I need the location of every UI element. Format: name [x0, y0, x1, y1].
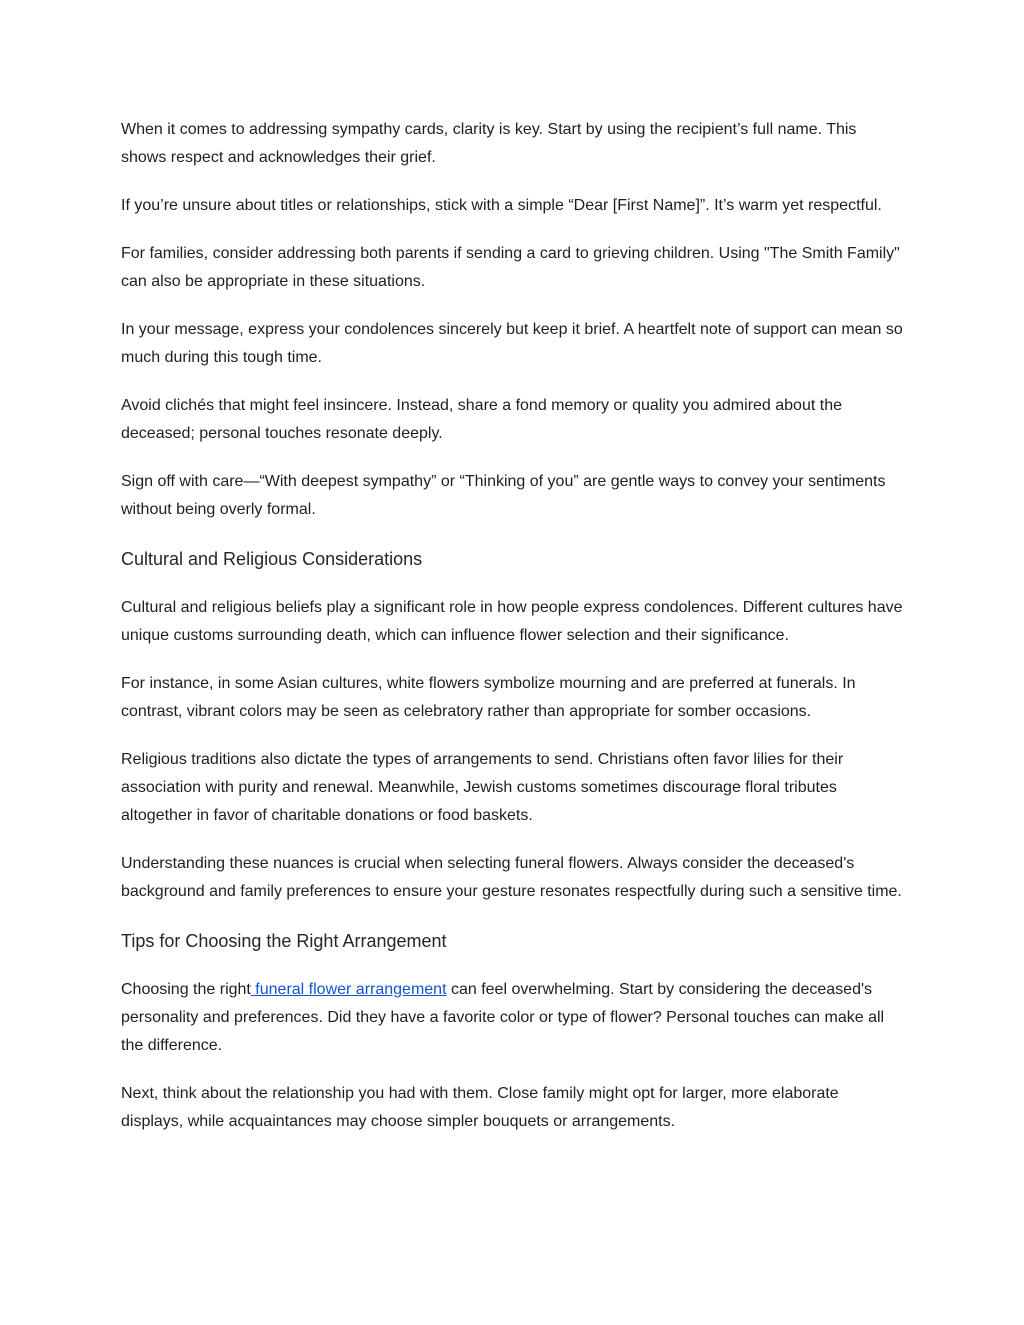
paragraph-message: In your message, express your condolences sincerely but keep it brief. A heartfelt note of support can mean so much during this tough time. — [121, 321, 903, 366]
heading-tips-arrangement: Tips for Choosing the Right Arrangement — [121, 931, 447, 951]
paragraph-families: For families, consider addressing both parents if sending a card to grieving children. Using "The Smith Family" can also be appropriate in these situations. — [121, 245, 900, 290]
funeral-flower-arrangement-link[interactable]: funeral flower arrangement — [250, 981, 447, 998]
paragraph-relationship: Next, think about the relationship you had with them. Close family might opt for larger, more elaborate displays, while acquaintances may choose simpler bouquets or arrangements. — [121, 1085, 839, 1130]
paragraph-sign-off: Sign off with care—“With deepest sympathy” or “Thinking of you” are gentle ways to convey your sentiments without being overly formal. — [121, 473, 886, 518]
document-page — [121, 116, 905, 1156]
paragraph-understanding-nuances: Understanding these nuances is crucial when selecting funeral flowers. Always consider the deceased's background and family preferences to ensure your gesture resonates respectfully during such a sensitive time. — [121, 855, 902, 900]
paragraph-addressing-cards: When it comes to addressing sympathy cards, clarity is key. Start by using the recipient’s full name. This shows respect and acknowledges their grief. — [121, 121, 857, 166]
text-after-link: can feel overwhelming. Start by considering the deceased's personality and preferences. Did they have a favorite color or type of flower? Personal touches can make all the difference. — [121, 981, 885, 1054]
paragraph-titles-relationships: If you’re unsure about titles or relationships, stick with a simple “Dear [First Name]”. It’s warm yet respectful. — [121, 197, 882, 214]
paragraph-choosing-arrangement — [121, 976, 905, 1060]
heading-cultural-religious: Cultural and Religious Considerations — [121, 549, 423, 569]
paragraph-religious-traditions: Religious traditions also dictate the types of arrangements to send. Christians often favor lilies for their association with purity and renewal. Meanwhile, Jewish customs sometimes discourage floral tributes altogether in favor of charitable donations or food baskets. — [121, 751, 844, 824]
text-before-link: Choosing the right — [121, 981, 251, 998]
paragraph-cultural-beliefs: Cultural and religious beliefs play a significant role in how people express condolences. Different cultures have unique customs surrounding death, which can influence flower selection and their significance. — [121, 599, 903, 644]
paragraph-asian-cultures: For instance, in some Asian cultures, white flowers symbolize mourning and are preferred at funerals. In contrast, vibrant colors may be seen as celebratory rather than appropriate for somber occasions. — [121, 675, 856, 720]
paragraph-avoid-cliches: Avoid clichés that might feel insincere. Instead, share a fond memory or quality you admired about the deceased; personal touches resonate deeply. — [121, 397, 842, 442]
